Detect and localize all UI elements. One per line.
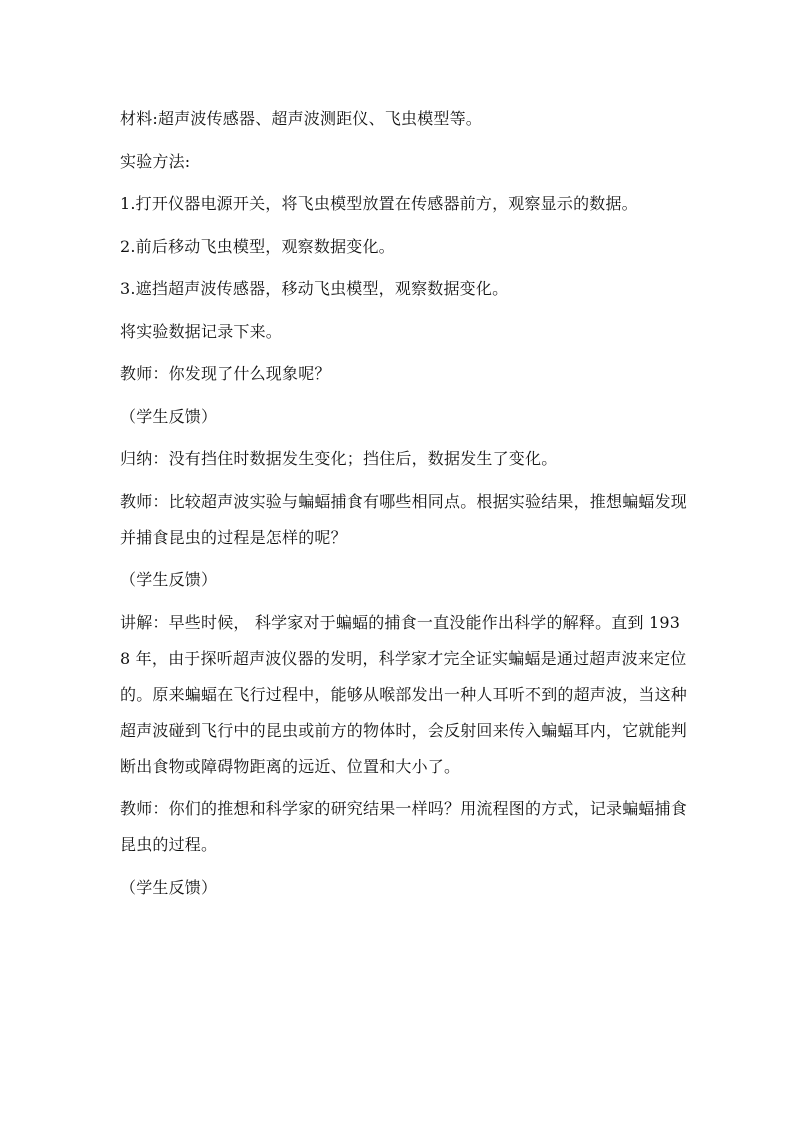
student-feedback-3: （学生反馈） (120, 877, 218, 897)
document-body (120, 101, 690, 912)
record-instruction: 将实验数据记录下来。 (120, 321, 283, 341)
student-feedback-1: （学生反馈） (120, 406, 218, 426)
teacher-question-1: 教师：你发现了什么现象呢？ (120, 364, 331, 383)
summary-line: 归纳：没有挡住时数据发生变化；挡住后，数据发生了变化。 (120, 449, 558, 468)
method-heading: 实验方法: (120, 151, 191, 171)
step-2: 2.前后移动飞虫模型，观察数据变化。 (120, 236, 395, 256)
student-feedback-2: （学生反馈） (120, 570, 218, 589)
step-1: 1.打开仪器电源开关，将飞虫模型放置在传感器前方，观察显示的数据。 (120, 194, 638, 213)
step-3: 3.遮挡超声波传感器，移动飞虫模型，观察数据变化。 (120, 279, 509, 298)
explanation-paragraph: 讲解：早些时候， 科学家对于蝙蝠的捕食一直没能作出科学的解释。直到 1938 年，由于探听超声波仪器的发明，科学家才完全证实蝙蝠是通过超声波来定位的。原来蝙蝠在飞行过程中，能够从喉部发出一种人耳听不到的超声波，当这种超声波碰到飞行中的昆虫或前方的物体时，会反射回来传入蝙蝠耳内，它就能判断出食物或障碍物距离的远近、位置和大小了。 (120, 612, 688, 776)
teacher-question-3: 教师：你们的推想和科学家的研究结果一样吗？用流程图的方式，记录蝙蝠捕食昆虫的过程。 (120, 799, 688, 854)
materials-line: 材料:超声波传感器、超声波测距仪、飞虫模型等。 (120, 109, 482, 128)
teacher-question-2: 教师：比较超声波实验与蝙蝠捕食有哪些相同点。根据实验结果，推想蝙蝠发现并捕食昆虫的过程是怎样的呢？ (120, 491, 688, 547)
